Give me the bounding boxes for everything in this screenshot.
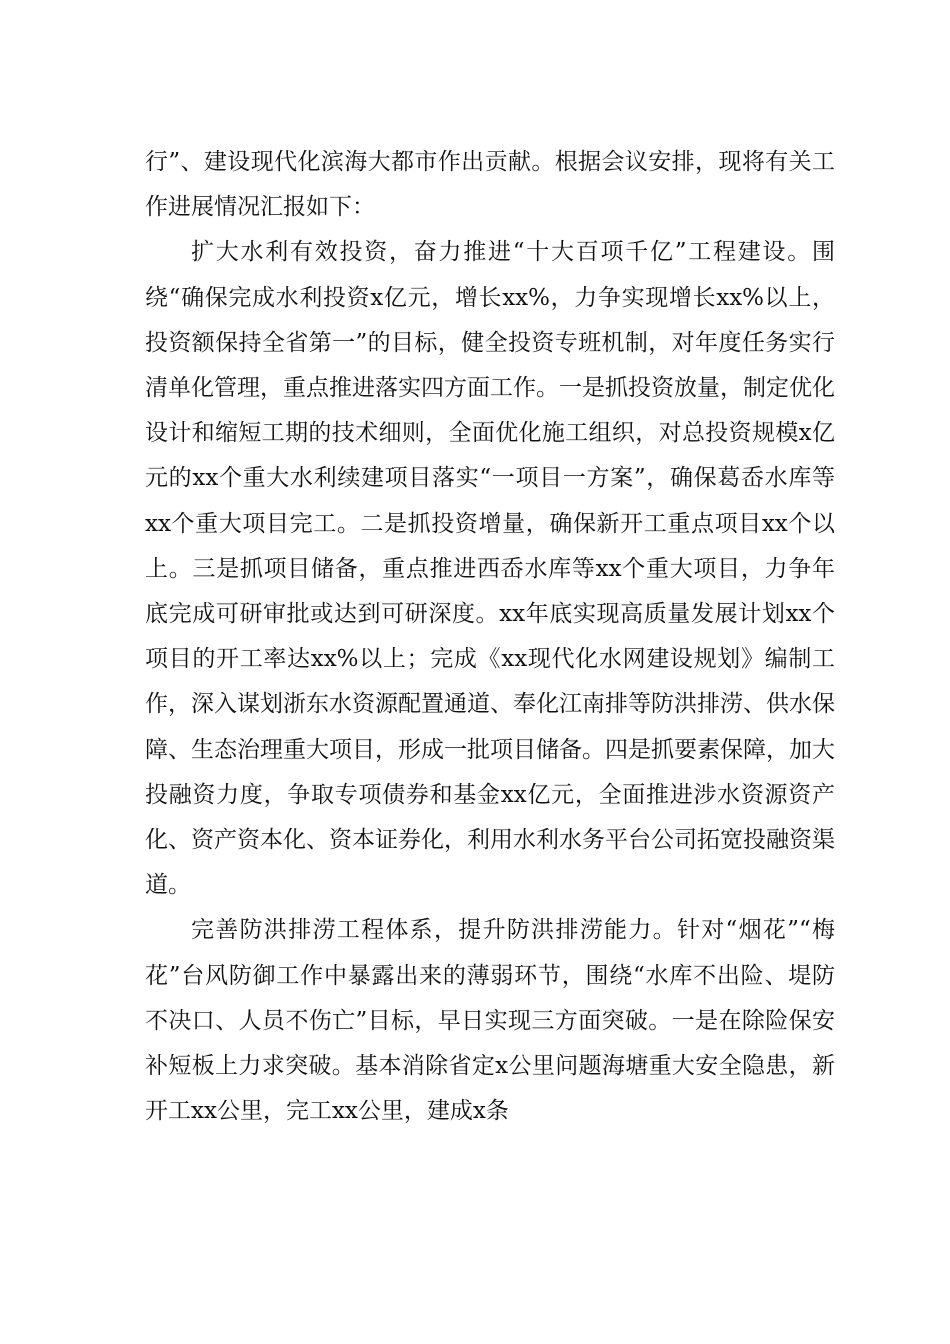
- paragraph-continuation: 行”、建设现代化滨海大都市作出贡献。根据会议安排，现将有关工作进展情况汇报如下：: [145, 149, 835, 221]
- paragraph-water-investment: 扩大水利有效投资，奋力推进“十大百项千亿”工程建设。围绕“确保完成水利投资x亿元，增长xx%，力争实现增长xx%以上，投资额保持全省第一”的目标，健全投资专班机制，对年度任务实行清单化管理，重点推进落实四方面工作。一是抓投资放量，制定优化设计和缩短工期的技术细则，全面优化施工组织，对总投资规模x亿元的xx个重大水利续建项目落实“一项目一方案”，确保葛岙水库等xx个重大项目完工。二是抓投资增量，确保新开工重点项目xx个以上。三是抓项目储备，重点推进西岙水库等xx个重大项目，力争年底完成可研审批或达到可研深度。xx年底实现高质量发展计划xx个项目的开工率达xx%以上；完成《xx现代化水网建设规划》编制工作，深入谋划浙东水资源配置通道、奉化江南排等防洪排涝、供水保障、生态治理重大项目，形成一批项目储备。四是抓要素保障，加大投融资力度，争取专项债券和基金xx亿元，全面推进涉水资源资产化、资产资本化、资本证券化，利用水利水务平台公司拓宽投融资渠道。: [145, 239, 835, 899]
- paragraph-flood-control: 完善防洪排涝工程体系，提升防洪排涝能力。针对“烟花”“梅花”台风防御工作中暴露出来的薄弱环节，围绕“水库不出险、堤防不决口、人员不伤亡”目标，早日实现三方面突破。一是在除险保安补短板上力求突破。基本消除省定x公里问题海塘重大安全隐患，新开工xx公里，完工xx公里，建成x条: [145, 917, 835, 1125]
- document-body: [145, 140, 835, 1134]
